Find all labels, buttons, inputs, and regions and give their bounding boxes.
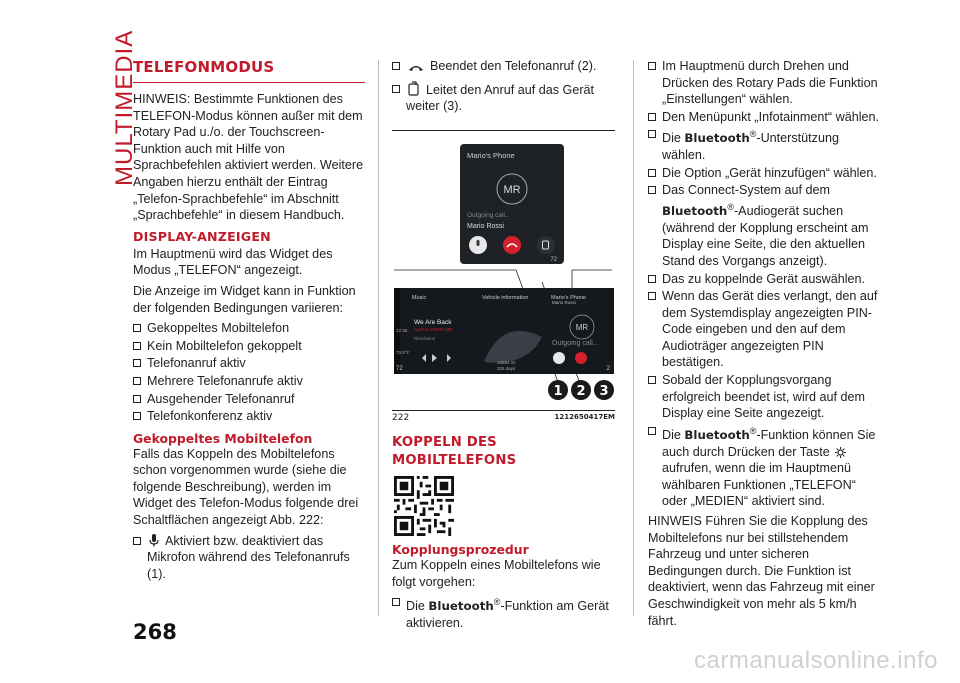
section-title-2: KOPPELN DES MOBILTELEFONS — [392, 435, 517, 468]
avatar-initials: MR — [503, 184, 521, 196]
end-call-button[interactable] — [503, 236, 521, 254]
figure-bottom-rule — [392, 410, 615, 411]
list-item: Gekoppeltes Mobiltelefon — [133, 320, 365, 337]
checkbox-bullet-icon — [133, 537, 141, 545]
checkbox-bullet-icon — [648, 130, 656, 138]
note-text: HINWEIS Führen Sie die Kopplung des Mobiltelefons nur bei stillstehendem Fahrzeug und unter sicheren Bedingungen durch. Die Funktion ist deaktiviert, wenn das Fahrzeug mit einer Geschwindigkeit von mehr als 5 km/h fährt. — [648, 514, 875, 628]
dash-name: Mario Rossi — [552, 300, 576, 305]
column-2 — [392, 58, 618, 116]
dash-end-call-button[interactable] — [575, 352, 587, 364]
figure-222 — [392, 132, 615, 422]
checkbox-bullet-icon — [133, 324, 141, 332]
range: 15682 mi — [497, 360, 516, 365]
checkbox-bullet-icon — [648, 113, 656, 121]
dash-mic-button[interactable] — [553, 352, 565, 364]
checkbox-bullet-icon — [648, 427, 656, 435]
title-rule — [133, 82, 365, 83]
dash-status: Outgoing call... — [552, 340, 599, 347]
figure-number: 222 — [392, 413, 410, 423]
checkbox-bullet-icon — [392, 598, 400, 606]
list-item: Wenn das Gerät dies verlangt, den auf dem Systemdisplay angezeigten PIN-Code eingeben und den auf dem Audioträger angezeigten PIN bestätigen. — [648, 288, 880, 371]
call-status: Outgoing call.. — [467, 212, 509, 219]
microphone-icon — [477, 240, 480, 246]
widget-temp: 72 — [550, 257, 557, 263]
checkbox-bullet-icon — [392, 62, 400, 70]
paragraph: Falls das Koppeln des Mobiltelefons schon vorgenommen wurde (siehe die folgende Beschreibung), werden im Widget des Telefon-Modus folgende drei Schaltflächen angezeigt Abb. 222: — [133, 446, 359, 528]
list-item: Das zu koppelnde Gerät auswählen. — [648, 271, 880, 288]
checkbox-bullet-icon — [648, 62, 656, 70]
svg-text:1: 1 — [553, 384, 563, 399]
list-item: Telefonanruf aktiv — [133, 355, 365, 372]
list-item: Leitet den Anruf auf das Gerät weiter (3). — [392, 81, 618, 115]
service-days: 326 days — [497, 366, 516, 371]
caller-name: Mario Rossi — [467, 223, 504, 230]
column-2-lower — [392, 434, 618, 633]
condition-list — [133, 320, 365, 425]
svg-text:2: 2 — [606, 366, 610, 372]
list-item: Im Hauptmenü durch Drehen und Drücken des Rotary Pads die Funktion „Einstellungen“ wählen. — [648, 58, 880, 108]
column-divider — [633, 60, 634, 616]
procedure-heading: Kopplungsprozedur — [392, 542, 529, 557]
outside-temp: 73.5°F — [396, 350, 410, 355]
column-1 — [133, 58, 365, 583]
page-number: 268 — [133, 620, 177, 644]
checkbox-bullet-icon — [648, 275, 656, 283]
list-item: Beendet den Telefonanruf (2). — [392, 58, 618, 75]
section-tab: MULTIMEDIA — [111, 29, 138, 186]
svg-text:3: 3 — [599, 384, 609, 399]
list-item: Sobald der Kopplungsvorgang erfolgreich beendet ist, wird auf dem Display eine Seite angezeigt. — [648, 372, 880, 422]
checkbox-bullet-icon — [648, 376, 656, 384]
checkbox-bullet-icon — [133, 412, 141, 420]
list-item: Den Menüpunkt „Infotainment“ wählen. — [648, 109, 880, 126]
forward-call-icon — [408, 81, 420, 96]
forward-button[interactable] — [537, 236, 555, 254]
dash-temp: 72 — [396, 366, 403, 372]
list-item: Mehrere Telefonanrufe aktiv — [133, 373, 365, 390]
list-item: Die Bluetooth®-Funktion können Sie auch durch Drücken der Taste aufrufen, wenn die im Hauptmenü wählbaren Funktionen „TELEFON“ oder „MEDIEN“ aktiviert sind. — [648, 423, 880, 510]
checkbox-bullet-icon — [392, 85, 400, 93]
list-item: Kein Mobiltelefon gekoppelt — [133, 338, 365, 355]
list-item: Die Bluetooth®-Unterstützung wählen. — [648, 126, 880, 163]
checkbox-bullet-icon — [648, 186, 656, 194]
paragraph: Im Hauptmenü wird das Widget des Modus „TELEFON“ angezeigt. — [133, 246, 333, 278]
list-item: Die Option „Gerät hinzufügen“ wählen. — [648, 165, 880, 182]
figure-code: 1212650417EM — [554, 413, 615, 421]
column-divider — [378, 60, 379, 616]
section-title: TELEFONMODUS — [133, 58, 275, 76]
settings-gear-icon — [835, 447, 846, 458]
end-call-icon — [408, 64, 424, 72]
qr-code-icon — [394, 476, 454, 536]
list-item: Das Connect-System auf dem Bluetooth®-Audiogerät suchen (während der Kopplung erscheint am Display eine Seite, die den aktuellen Stand des Vorgangs anzeigt). — [648, 182, 880, 269]
dash-vehicle: Vehicle information — [482, 295, 529, 301]
svg-text:2: 2 — [576, 384, 586, 399]
checkbox-bullet-icon — [133, 377, 141, 385]
clock: 12:36 — [396, 328, 408, 333]
checkbox-bullet-icon — [133, 359, 141, 367]
dash-initials: MR — [575, 323, 589, 332]
note-text: HINWEIS: Bestimmte Funktionen des TELEFON-Modus können außer mit dem Rotary Pad u./o. der Touchscreen-Funktion auch mit Hilfe von Sprachbefehlen aktiviert werden. Weitere Angaben hierzu enthält der Eintrag „Telefon-Sprachbefehle“ im Abschnitt „Sprachbefehle“ in diesem Handbuch. — [133, 92, 364, 223]
song-title: We Are Back — [414, 319, 452, 326]
dash-music: Music — [412, 295, 427, 301]
paired-heading: Gekoppeltes Mobiltelefon — [133, 430, 313, 446]
list-item: Telefonkonferenz aktiv — [133, 408, 365, 425]
paragraph: Zum Koppeln eines Mobiltelefons wie folgt vorgehen: — [392, 558, 601, 589]
watermark: carmanualsonline.info — [694, 647, 938, 674]
dash-phone: Mario's Phone — [551, 295, 586, 301]
microphone-icon — [149, 534, 159, 547]
checkbox-bullet-icon — [648, 292, 656, 300]
display-heading: DISPLAY-ANZEIGEN — [133, 228, 271, 244]
column-3 — [648, 58, 880, 633]
widget-title: Mario's Phone — [467, 151, 515, 160]
figure-caption — [392, 413, 615, 423]
paragraph: Die Anzeige im Widget kann in Funktion der folgenden Bedingungen variieren: — [133, 283, 356, 315]
checkbox-bullet-icon — [648, 169, 656, 177]
list-item: Ausgehender Telefonanruf — [133, 391, 365, 408]
artist: ALPHA CENTAURI — [414, 327, 453, 332]
list-item: Die Bluetooth®-Funktion am Gerät aktivieren. — [392, 594, 618, 631]
radio: Revolution — [414, 336, 436, 341]
checkbox-bullet-icon — [133, 342, 141, 350]
figure-top-rule — [392, 130, 615, 131]
list-item: Aktiviert bzw. deaktiviert das Mikrofon während des Telefonanrufs (1). — [133, 533, 365, 583]
checkbox-bullet-icon — [133, 395, 141, 403]
